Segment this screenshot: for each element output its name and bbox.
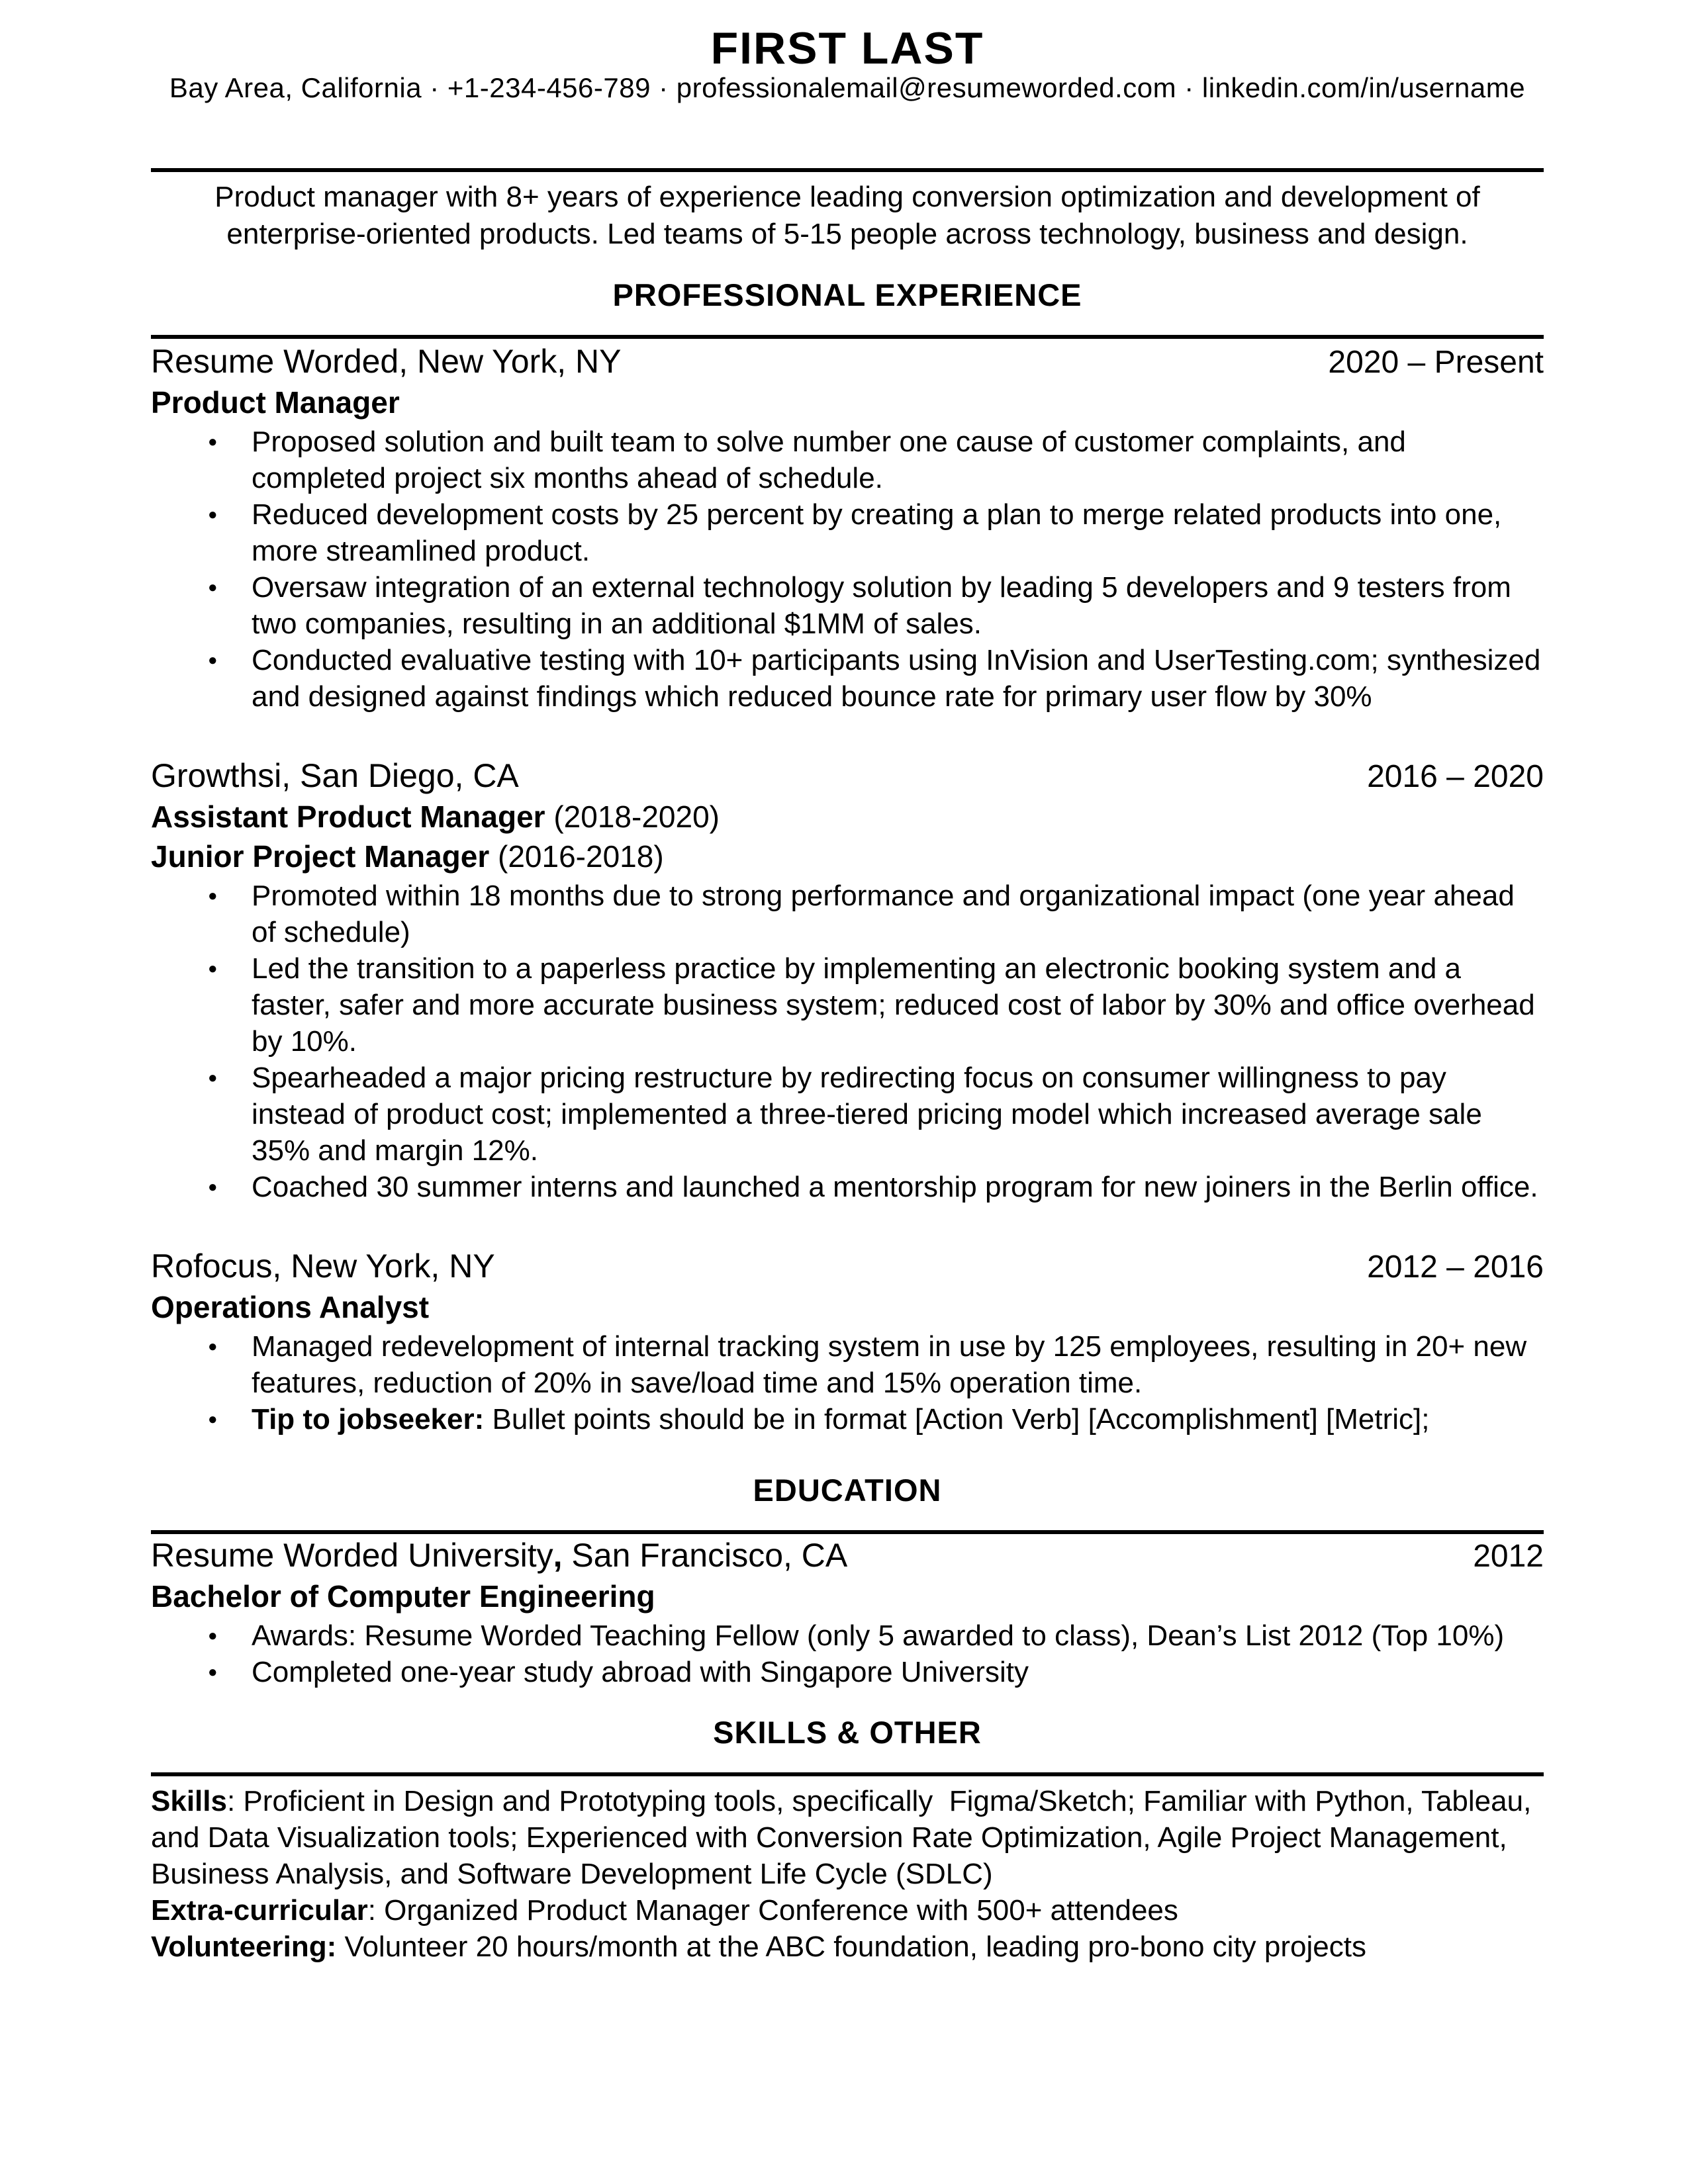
skills-rule [151,1772,1544,1776]
skills-label: Volunteering: [151,1931,337,1963]
bullet-item [252,496,1544,569]
skills-line [151,1783,1544,1892]
school-name: Resume Worded University [151,1537,553,1574]
role-title: Junior Project Manager [151,839,490,874]
job-header-row [151,756,1544,797]
company-name: Growthsi, San Diego, CA [151,757,519,794]
bullet-item [252,1654,1544,1690]
school-comma: , [553,1537,563,1574]
job-header-row [151,1246,1544,1287]
bullet-list [151,1328,1544,1437]
job-dates: 2012 – 2016 [1367,1250,1544,1285]
skills-label: Skills [151,1785,227,1817]
job-dates: 2016 – 2020 [1367,759,1544,794]
role-title: Product Manager [151,385,400,420]
bullet-text: Oversaw integration of an external technology solution by leading 5 developers and 9 testers from two companies, resulting in an additional $1MM of sales. [252,571,1520,640]
skills-line [151,1892,1544,1929]
bullet-item [252,424,1544,496]
section-title-education: EDUCATION [753,1473,942,1508]
role-suffix: (2018-2020) [545,799,720,834]
job-entry [151,1246,1544,1437]
bullet-text: Awards: Resume Worded Teaching Fellow (only 5 awarded to class), Dean’s List 2012 (Top 10%) [252,1619,1505,1652]
bullet-item [252,1401,1544,1437]
bullet-item [252,1169,1544,1205]
bullet-text: Completed one-year study abroad with Singapore University [252,1656,1029,1688]
bullet-item [252,950,1544,1060]
skills-text: Volunteer 20 hours/month at the ABC foundation, leading pro-bono city projects [336,1931,1366,1963]
bullet-text: Led the transition to a paperless practice by implementing an electronic booking system and a faster, safer and more accurate business system; reduced cost of labor by 30% and office overhead by 10%. [252,952,1543,1058]
bullet-text: Proposed solution and built team to solve number one cause of customer complaints, and completed project six months ahead of schedule. [252,426,1415,494]
candidate-name: FIRST LAST [710,23,984,73]
bullet-item [252,878,1544,950]
bullet-item [252,1328,1544,1401]
education-header-row [151,1535,1544,1576]
bullet-text: Coached 30 summer interns and launched a mentorship program for new joiners in the Berlin office. [252,1171,1538,1203]
company-name: Resume Worded, New York, NY [151,343,622,380]
role-title: Operations Analyst [151,1290,430,1324]
bullet-text: Conducted evaluative testing with 10+ participants using InVision and UserTesting.com; synthesized and designed against findings which reduced bounce rate for primary user flow by 30% [252,644,1549,713]
education-entry [151,1535,1544,1690]
bullet-item [252,569,1544,642]
section-title-experience: PROFESSIONAL EXPERIENCE [612,277,1082,312]
school-line [151,1535,847,1575]
job-entry [151,756,1544,1205]
role-line [151,837,1544,876]
bullet-text: Reduced development costs by 25 percent by creating a plan to merge related products into one, more streamlined product. [252,498,1510,567]
role-line [151,797,1544,837]
role-title: Assistant Product Manager [151,799,545,834]
education-dates: 2012 [1473,1539,1544,1574]
bullet-text: Promoted within 18 months due to strong performance and organizational impact (one year ahead of schedule) [252,880,1523,948]
role-line [151,383,1544,422]
role-suffix: (2016-2018) [489,839,664,874]
job-header-row [151,341,1544,383]
school-location: San Francisco, CA [562,1537,848,1574]
contact-line: Bay Area, California · +1-234-456-789 · professionalemail@resumeworded.com · linkedin.com/in/username [169,72,1526,103]
company-name: Rofocus, New York, NY [151,1248,495,1285]
degree-line: Bachelor of Computer Engineering [151,1579,655,1614]
skills-text: : Proficient in Design and Prototyping tools, specifically Figma/Sketch; Familiar with Python, Tableau, and Data Visualization tools; Experienced with Conversion Rate Optimization, Agile Project Management, Business Analysis, and Software Development Life Cycle (SDLC) [151,1785,1540,1890]
bullet-bold-lead: Tip to jobseeker: [252,1403,485,1435]
skills-lines [151,1783,1544,1965]
skills-text: : Organized Product Manager Conference with 500+ attendees [367,1894,1178,1927]
bullet-text: Managed redevelopment of internal tracking system in use by 125 employees, resulting in 20+ new features, reduction of 20% in save/load time and 15% operation time. [252,1330,1535,1399]
bullet-text: Bullet points should be in format [Action Verb] [Accomplishment] [Metric]; [484,1403,1430,1435]
summary-text: Product manager with 8+ years of experience leading conversion optimization and development of enterprise-oriented products. Led teams of 5-15 people across technology, business and design. [214,181,1480,250]
job-dates: 2020 – Present [1328,345,1544,380]
bullet-list [151,424,1549,715]
skills-line [151,1929,1544,1965]
header-rule [151,168,1544,172]
education-bullet-list [151,1617,1544,1690]
section-title-skills: SKILLS & OTHER [713,1715,982,1750]
bullet-item [252,642,1549,715]
experience-rule [151,335,1544,339]
education-rule [151,1530,1544,1534]
jobs-list [151,341,1549,1437]
skills-label: Extra-curricular [151,1894,368,1927]
bullet-list [151,878,1544,1205]
bullet-text: Spearheaded a major pricing restructure by redirecting focus on consumer willingness to pay instead of product cost; implemented a three-tiered pricing model which increased average sale 35% and margin 12%. [252,1062,1491,1167]
bullet-item [252,1060,1544,1169]
job-entry [151,341,1549,715]
bullet-item [252,1617,1544,1654]
role-line [151,1287,1544,1327]
